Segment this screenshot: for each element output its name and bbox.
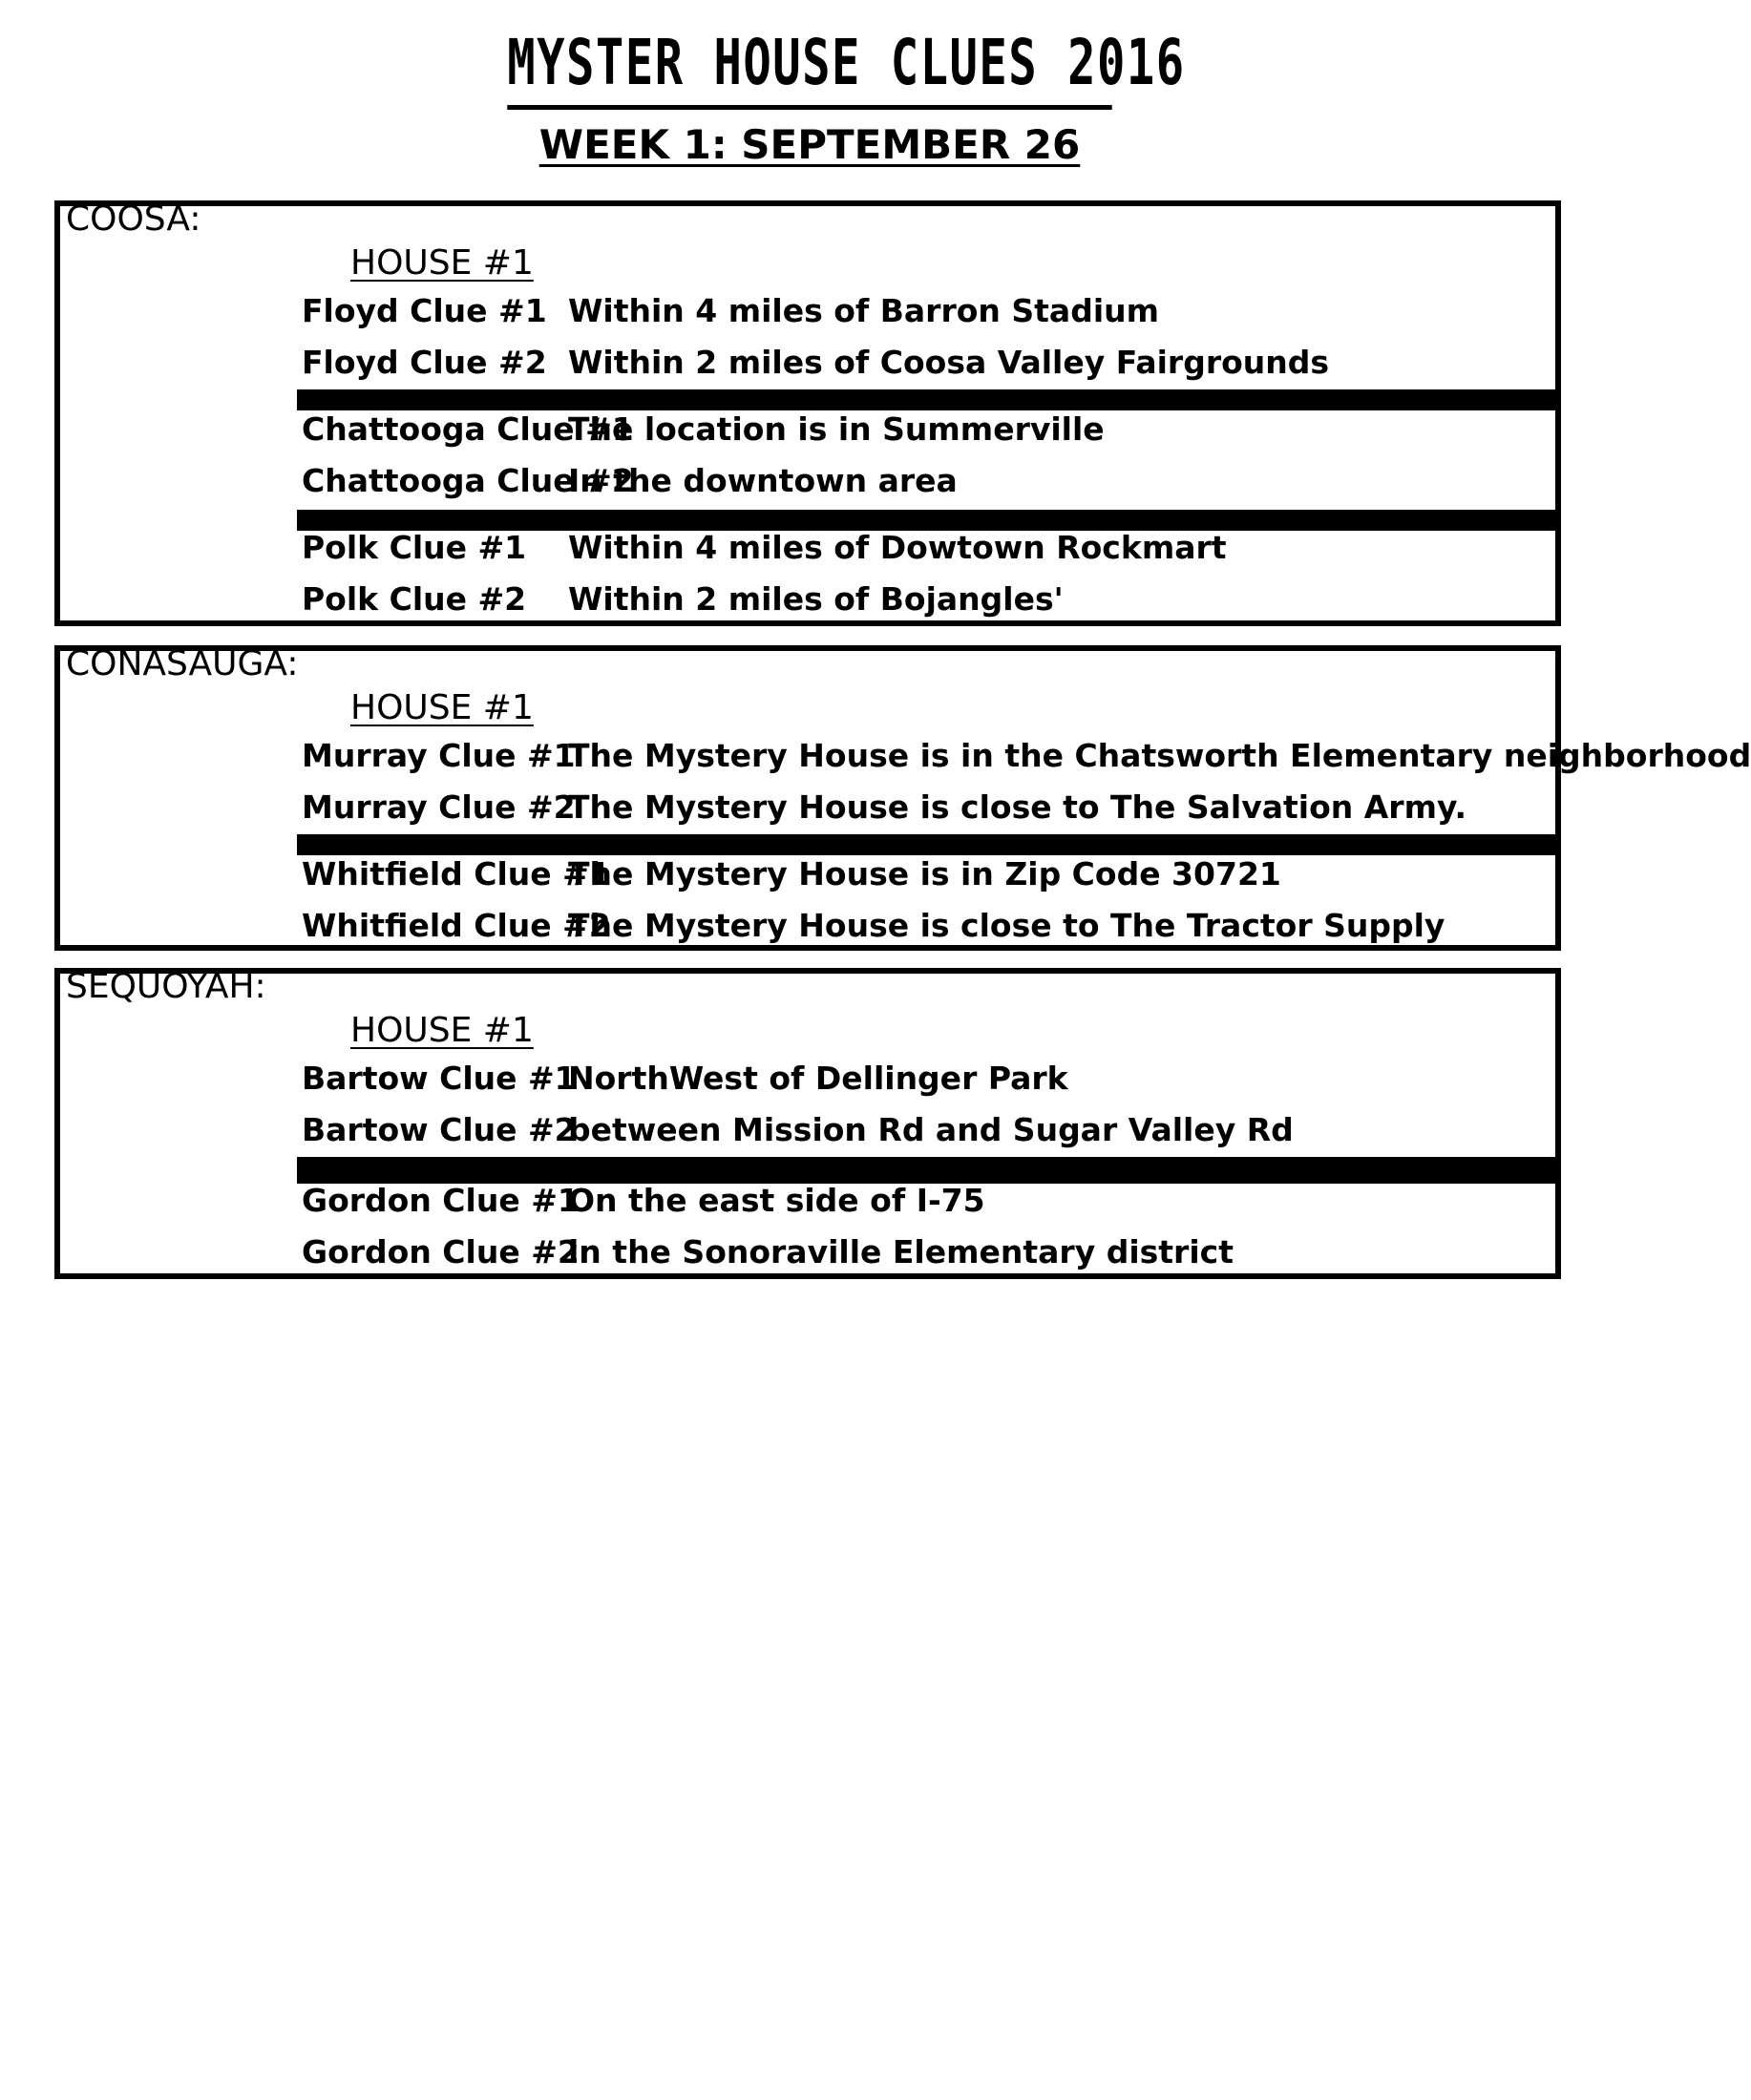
week-subtitle (401, 120, 1218, 170)
clue-label: Floyd Clue #1 (302, 292, 547, 329)
week-subtitle-text: WEEK 1: SEPTEMBER 26 (538, 121, 1081, 168)
region-sequoyah (54, 968, 1561, 1279)
clue-row (60, 575, 1555, 624)
clue-label: Murray Clue #2 (302, 788, 576, 826)
clue-row (60, 286, 1555, 336)
clue-text: Within 4 miles of Barron Stadium (568, 292, 1160, 329)
clue-text: in the Sonoraville Elementary district (568, 1233, 1234, 1270)
clue-text: Within 4 miles of Dowtown Rockmart (568, 529, 1227, 566)
clue-row (60, 850, 1555, 899)
clue-text: In the downtown area (568, 462, 958, 499)
region-conasauga (54, 644, 1751, 951)
clue-label: Gordon Clue #2 (302, 1233, 580, 1270)
clue-label: Chattooga Clue #1 (302, 410, 634, 448)
clue-label: Floyd Clue #2 (302, 344, 547, 381)
house-heading: HOUSE #1 (350, 688, 534, 727)
clue-text: The Mystery House is close to The Salvation Army. (568, 788, 1466, 826)
clue-text: The Mystery House is in the Chatsworth Elementary neighborhood (568, 737, 1751, 774)
region-name: COOSA: (66, 200, 201, 239)
page-title: MYSTER HOUSE CLUES 2016 (507, 23, 1111, 110)
clue-label: Bartow Clue #2 (302, 1111, 577, 1148)
region-name: SEQUOYAH: (66, 967, 266, 1006)
clue-text: The location is in Summerville (568, 410, 1105, 448)
page-title-block (401, 23, 1218, 110)
clue-row (60, 456, 1555, 506)
clue-label: Murray Clue #1 (302, 737, 576, 774)
clue-row (60, 1228, 1555, 1277)
clue-row (60, 783, 1555, 832)
house-heading: HOUSE #1 (350, 243, 534, 283)
clue-label: Polk Clue #1 (302, 529, 527, 566)
clue-row (60, 405, 1555, 454)
house-heading: HOUSE #1 (350, 1011, 534, 1050)
clue-row (60, 1105, 1555, 1155)
clue-text: NorthWest of Dellinger Park (568, 1060, 1068, 1097)
region-name: CONASAUGA: (66, 644, 299, 683)
clue-text: Within 2 miles of Bojangles' (568, 580, 1064, 618)
clue-text: Within 2 miles of Coosa Valley Fairgrounds (568, 344, 1330, 381)
clue-label: Chattooga Clue #2 (302, 462, 634, 499)
clue-label: Whitfield Clue #2 (302, 907, 611, 944)
clue-label: Whitfield Clue #1 (302, 855, 611, 892)
clue-text: between Mission Rd and Sugar Valley Rd (568, 1111, 1294, 1148)
clue-text: The Mystery House is in Zip Code 30721 (568, 855, 1281, 892)
clue-row (60, 1054, 1555, 1103)
clue-label: Bartow Clue #1 (302, 1060, 577, 1097)
clue-row (60, 523, 1555, 573)
clue-label: Polk Clue #2 (302, 580, 527, 618)
region-coosa (54, 200, 1561, 626)
clue-label: Gordon Clue #1 (302, 1182, 580, 1219)
clue-row (60, 901, 1555, 951)
clue-row (60, 1176, 1555, 1226)
clue-text: The Mystery House is close to The Tractor Supply (568, 907, 1445, 944)
clue-row (60, 338, 1555, 388)
clue-row (60, 731, 1751, 781)
clue-text: On the east side of I-75 (568, 1182, 985, 1219)
